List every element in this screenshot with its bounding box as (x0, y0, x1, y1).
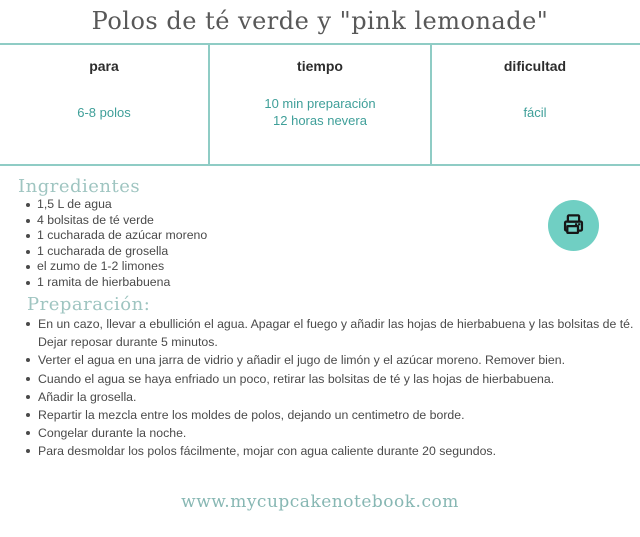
preparation-step (38, 370, 638, 388)
ingredient-item (37, 244, 630, 260)
ingredient-text: 4 bolsitas de té verde (37, 212, 154, 227)
preparation-step-text: Congelar durante la noche. (38, 426, 187, 441)
difficulty-value (523, 74, 546, 164)
preparation-heading: Preparación: (27, 294, 151, 315)
ingredient-item (37, 275, 630, 291)
ingredient-text: 1,5 L de agua (37, 197, 112, 211)
difficulty-label: dificultad (503, 58, 567, 74)
preparation-step (38, 406, 638, 424)
ingredients-list (0, 197, 640, 290)
printer-icon (560, 212, 587, 239)
info-col-time (210, 45, 432, 164)
preparation-step-text: Cuando el agua se haya enfriado un poco, retirar las bolsitas de té y las hojas de hierbabuena. (38, 371, 555, 386)
preparation-step-text: Repartir la mezcla entre los moldes de polos, dejando un centimetro de borde. (38, 408, 465, 423)
ingredient-item (37, 259, 630, 275)
time-value-line-1: 10 min preparación (264, 96, 376, 111)
preparation-step (38, 388, 638, 406)
ingredient-item (37, 213, 630, 229)
ingredient-text: 1 cucharada de grosella (37, 243, 169, 258)
recipe-title: Polos de té verde y "pink lemonade" (91, 7, 549, 35)
preparation-steps-list (0, 315, 640, 461)
time-value-line-2: 12 horas nevera (273, 113, 367, 128)
servings-value (77, 74, 130, 164)
website-link[interactable]: www.mycupcakenotebook.com (181, 491, 459, 512)
preparation-step-text: En un cazo, llevar a ebullición el agua. Apagar el fuego y añadir las hojas de hierbabuena y las bolsitas de té. Dejar reposar durante 5 minutos. (38, 317, 634, 350)
time-label: tiempo (297, 58, 343, 74)
print-button[interactable] (548, 200, 599, 251)
ingredient-item (37, 197, 630, 213)
preparation-step-text: Verter el agua en una jarra de vidrio y añadir el jugo de limón y el azúcar moreno. Remover bien. (38, 353, 566, 368)
servings-value-line: 6-8 polos (77, 104, 131, 120)
info-col-servings (0, 45, 210, 164)
preparation-step-text: Añadir la grosella. (38, 389, 137, 404)
info-col-difficulty (432, 45, 638, 164)
ingredient-item (37, 228, 630, 244)
preparation-step (38, 424, 638, 442)
ingredient-text: 1 cucharada de azúcar moreno (37, 228, 208, 242)
time-value (264, 74, 375, 164)
servings-label: para (89, 58, 119, 74)
difficulty-value-line: fácil (523, 104, 547, 120)
ingredients-heading: Ingredientes (18, 176, 141, 197)
preparation-step (38, 442, 638, 460)
recipe-info-table (0, 43, 640, 166)
ingredient-text: 1 ramita de hierbabuena (37, 274, 171, 289)
preparation-step-text: Para desmoldar los polos fácilmente, mojar con agua caliente durante 20 segundos. (38, 444, 496, 459)
preparation-step (38, 315, 638, 351)
ingredient-text: el zumo de 1-2 limones (37, 259, 165, 273)
preparation-step (38, 351, 638, 369)
